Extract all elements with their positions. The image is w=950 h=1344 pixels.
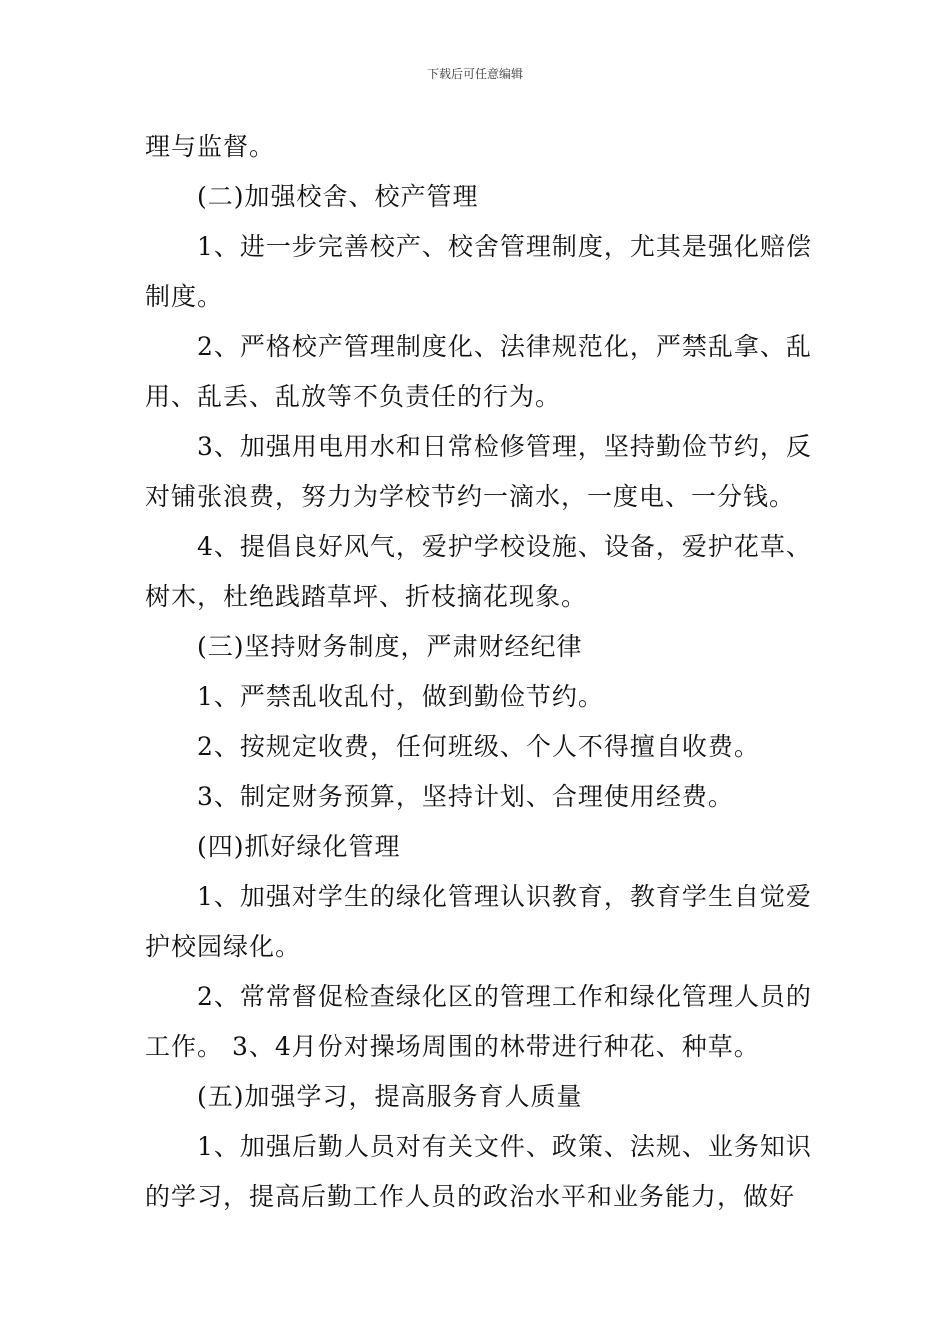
text-line: 1、进一步完善校产、校舍管理制度，尤其是强化赔偿 — [197, 232, 812, 261]
text-line: 1、严禁乱收乱付，做到勤俭节约。 — [197, 682, 604, 711]
text-line: 3、加强用电用水和日常检修管理，坚持勤俭节约，反 — [197, 432, 812, 461]
text-line: 制度。 — [145, 282, 224, 311]
text-line: 1、加强对学生的绿化管理认识教育，教育学生自觉爱 — [197, 882, 812, 911]
section-heading: (四)抓好绿化管理 — [197, 832, 401, 861]
text-line: 4、提倡良好风气，爱护学校设施、设备，爱护花草、 — [197, 532, 812, 561]
document-body — [145, 122, 810, 1222]
section-heading: (二)加强校舍、校产管理 — [197, 182, 479, 211]
text-line: 理与监督。 — [145, 132, 276, 161]
text-line: 2、常常督促检查绿化区的管理工作和绿化管理人员的 — [197, 982, 812, 1011]
text-line: 的学习，提高后勤工作人员的政治水平和业务能力，做好 — [145, 1182, 796, 1211]
text-line: 用、乱丢、乱放等不负责任的行为。 — [145, 382, 562, 411]
text-line: 3、制定财务预算，坚持计划、合理使用经费。 — [197, 782, 734, 811]
section-heading: (三)坚持财务制度，严肃财经纪律 — [197, 632, 583, 661]
text-line: 护校园绿化。 — [145, 932, 302, 961]
text-line: 对铺张浪费，努力为学校节约一滴水，一度电、一分钱。 — [145, 482, 796, 511]
text-line: 1、加强后勤人员对有关文件、政策、法规、业务知识 — [197, 1132, 812, 1161]
text-line: 2、严格校产管理制度化、法律规范化，严禁乱拿、乱 — [197, 332, 812, 361]
text-line: 树木，杜绝践踏草坪、折枝摘花现象。 — [145, 582, 588, 611]
text-line: 工作。 3、4月份对操场周围的林带进行种花、种草。 — [145, 1032, 760, 1061]
page-header: 下载后可任意编辑 — [426, 67, 523, 81]
text-line: 2、按规定收费，任何班级、个人不得擅自收费。 — [197, 732, 760, 761]
section-heading: (五)加强学习，提高服务育人质量 — [197, 1082, 583, 1111]
